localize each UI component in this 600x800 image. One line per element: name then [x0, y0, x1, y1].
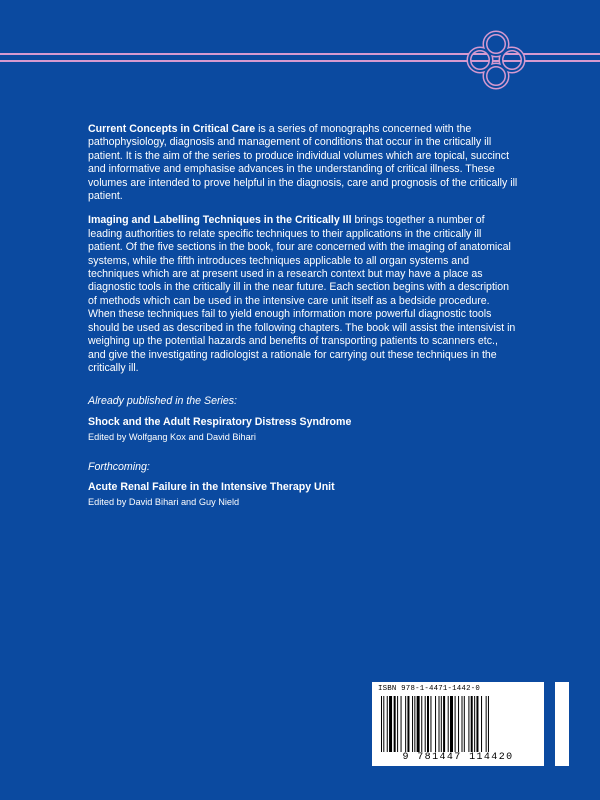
published-book-editors: Edited by Wolfgang Kox and David Bihari: [88, 432, 256, 443]
series-logo-icon: [460, 24, 532, 96]
barcode-bars-icon: [381, 696, 535, 752]
published-book-title: Shock and the Adult Respiratory Distress Syndrome: [88, 415, 352, 428]
back-cover-text: [88, 123, 518, 510]
book-title: Imaging and Labelling Techniques in the Critically Ill: [88, 214, 352, 227]
series-text: is a series of monographs concerned with the pathophysiology, diagnosis and management of conditions that occur in the critically ill patient. It is the aim of the series to produce individual volumes which are topical, succinct and informative and emphasise advances in the understanding of critical illness. These volumes are intended to prove helpful in the diagnosis, care and prognosis of the critically ill patient.: [88, 123, 518, 203]
isbn-barcode: [372, 682, 544, 766]
already-published-label: Already published in the Series:: [88, 395, 237, 408]
isbn-text: ISBN 978-1-4471-1442-0: [378, 685, 480, 693]
forthcoming-book-title: Acute Renal Failure in the Intensive Therapy Unit: [88, 480, 335, 493]
ean-digits: 9 781447 114420: [402, 752, 514, 763]
price-box: [555, 682, 569, 766]
forthcoming-label: Forthcoming:: [88, 460, 150, 473]
book-description: [88, 214, 518, 375]
forthcoming-book-editors: Edited by David Bihari and Guy Nield: [88, 497, 240, 508]
series-title: Current Concepts in Critical Care: [88, 123, 256, 135]
series-description: [88, 123, 518, 203]
book-text: brings together a number of leading authorities to relate specific techniques to their applications in the critically ill patient. Of the five sections in the book, four are concerned with the imaging of anatomical systems, while the fifth introduces techniques applicable to all organ systems and techniques which are at present used in a research context but may have a place as diagnostic tools in the critically ill in the near future. Each section begins with a description of methods which can be used in the intensive care unit itself as a bedside procedure. When these techniques fail to yield enough information more powerful diagnostic tools should be used as described in the following chapters. The book will assist the intensivist in weighing up the potential hazards and benefits of transporting patients to scanners etc., and give the investigating radiologist a rationale for carrying out these techniques in the critically ill.: [88, 214, 516, 374]
